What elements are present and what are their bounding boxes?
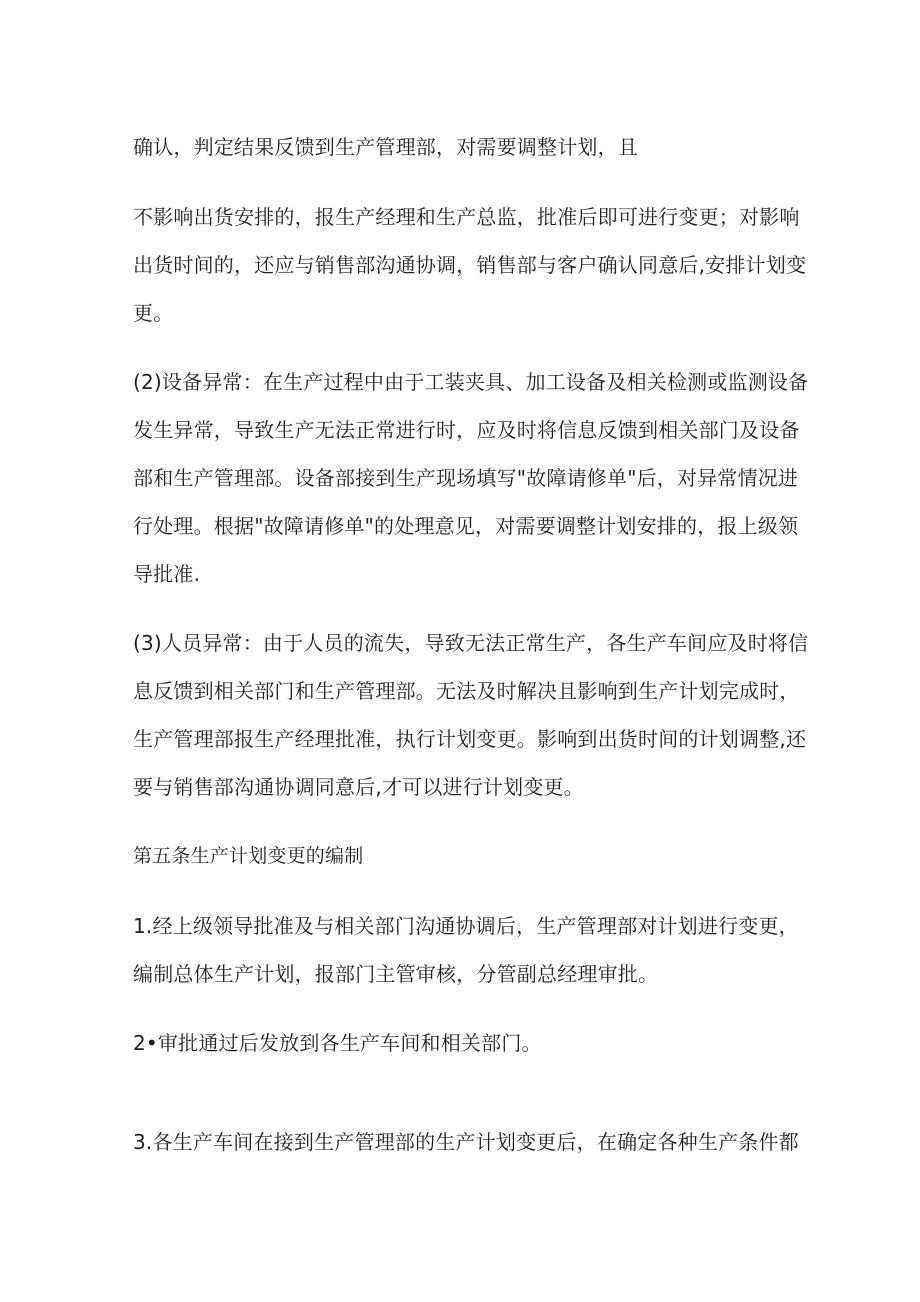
- paragraph-line: 生产管理部报生产经理批准，执行计划变更。影响到出货时间的计划调整,还: [133, 727, 807, 751]
- paragraph-line: 导批准.: [133, 562, 201, 586]
- section-heading: 第五条生产计划变更的编制: [133, 845, 364, 867]
- paragraph-line: 行处理。根据"故障请修单"的处理意见，对需要调整计划安排的，报上级领: [133, 514, 799, 538]
- paragraph-line: 要与销售部沟通协调同意后,才可以进行计划变更。: [133, 775, 584, 799]
- paragraph-line: 确认，判定结果反馈到生产管理部，对需要调整计划，且: [133, 135, 638, 159]
- list-item-line: 3.各生产车间在接到生产管理部的生产计划变更后，在确定各种生产条件都: [133, 1130, 799, 1154]
- paragraph-line: 息反馈到相关部门和生产管理部。无法及时解决且影响到生产计划完成时，: [133, 679, 800, 703]
- paragraph-line: 发生异常，导致生产无法正常进行时，应及时将信息反馈到相关部门及设备: [133, 418, 800, 442]
- paragraph-line: 部和生产管理部。设备部接到生产现场填写"故障请修单"后，对异常情况进: [133, 466, 799, 490]
- paragraph-line: 更。: [133, 301, 174, 325]
- paragraph-line: (2)设备异常：在生产过程中由于工装夹具、加工设备及相关检测或监测设备: [133, 370, 809, 394]
- list-item-line: 2•审批通过后发放到各生产车间和相关部门。: [133, 1031, 542, 1055]
- list-item-line: 编制总体生产计划，报部门主管审核，分管副总经理审批。: [133, 962, 659, 986]
- paragraph-line: (3)人员异常：由于人员的流失，导致无法正常生产，各生产车间应及时将信: [133, 631, 809, 655]
- paragraph-line: 不影响出货安排的，报生产经理和生产总监，批准后即可进行变更；对影响: [133, 205, 800, 229]
- list-item-line: 1.经上级领导批准及与相关部门沟通协调后，生产管理部对计划进行变更，: [133, 914, 799, 938]
- paragraph-line: 出货时间的，还应与销售部沟通协调，销售部与客户确认同意后,安排计划变: [133, 253, 807, 277]
